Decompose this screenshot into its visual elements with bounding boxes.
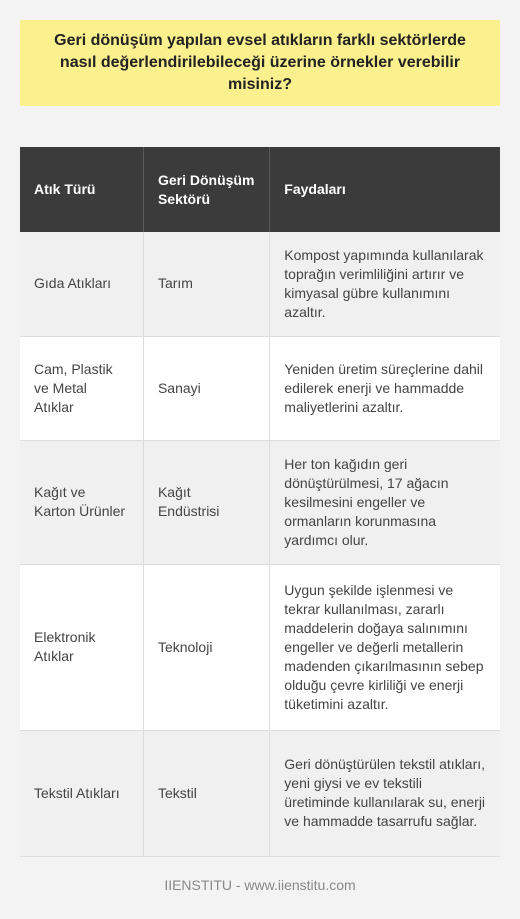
footer-text: IIENSTITU - www.iienstitu.com: [164, 877, 356, 893]
question-box: [20, 20, 500, 106]
cell-waste-type: Tekstil Atıkları: [20, 730, 143, 856]
cell-benefit: Her ton kağıdın geri dönüştürülmesi, 17 ağacın kesilmesini engeller ve ormanların korunmasına yardımcı olur.: [270, 440, 500, 564]
table-row: [20, 730, 500, 856]
cell-sector: Teknoloji: [143, 564, 269, 730]
table-header-row: [20, 147, 500, 232]
table-row: [20, 564, 500, 730]
table-row: [20, 440, 500, 564]
cell-sector: Sanayi: [143, 336, 269, 440]
header-sector: Geri Dönüşüm Sektörü: [143, 147, 269, 232]
cell-benefit: Kompost yapımında kullanılarak toprağın verimliliğini artırır ve kimyasal gübre kullanımını azaltır.: [270, 232, 500, 336]
question-text: Geri dönüşüm yapılan evsel atıkların farklı sektörlerde nasıl değerlendirilebileceği üzerine örnekler verebilir misiniz?: [54, 32, 466, 93]
cell-sector: Tarım: [143, 232, 269, 336]
cell-sector: Tekstil: [143, 730, 269, 856]
table-row: [20, 336, 500, 440]
cell-sector: Kağıt Endüstrisi: [143, 440, 269, 564]
recycling-table: [20, 147, 500, 857]
header-waste-type: Atık Türü: [20, 147, 143, 232]
cell-benefit: Yeniden üretim süreçlerine dahil edilerek enerji ve hammadde maliyetlerini azaltır.: [270, 336, 500, 440]
cell-waste-type: Elektronik Atıklar: [20, 564, 143, 730]
cell-waste-type: Kağıt ve Karton Ürünler: [20, 440, 143, 564]
cell-waste-type: Gıda Atıkları: [20, 232, 143, 336]
header-benefits: Faydaları: [270, 147, 500, 232]
cell-waste-type: Cam, Plastik ve Metal Atıklar: [20, 336, 143, 440]
cell-benefit: Uygun şekilde işlenmesi ve tekrar kullanılması, zararlı maddelerin doğaya salınımını engeller ve değerli metallerin madenden çıkarılmasının sebep olduğu çevre kirliliği ve enerji tüketimini azaltır.: [270, 564, 500, 730]
table-row: [20, 232, 500, 336]
cell-benefit: Geri dönüştürülen tekstil atıkları, yeni giysi ve ev tekstili üretiminde kullanılarak su, enerji ve hammadde tasarrufu sağlar.: [270, 730, 500, 856]
